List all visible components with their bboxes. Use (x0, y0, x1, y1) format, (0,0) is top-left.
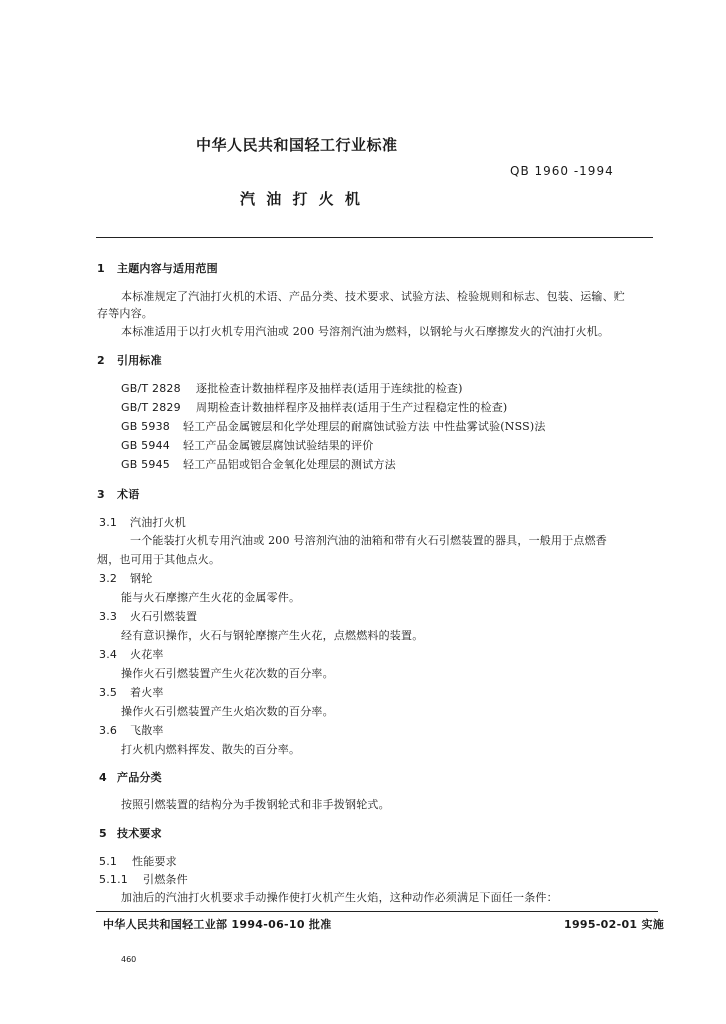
ref-code: GB/T 2829 (121, 401, 181, 414)
term-definition: 操作火石引燃装置产生火焰次数的百分率。 (121, 705, 334, 718)
org-title: 中华人民共和国轻工行业标准 (196, 136, 398, 154)
subsection-5-1-number: 5.1 (99, 855, 118, 868)
ref-code: GB 5944 (121, 439, 170, 452)
term-number: 3.2 (99, 572, 118, 585)
ref-code: GB 5945 (121, 458, 170, 471)
term-name: 着火率 (130, 686, 164, 699)
section-1-para-1b: 存等内容。 (97, 307, 153, 320)
ref-title: 逐批检查计数抽样程序及抽样表(适用于连续批的检查) (196, 382, 463, 395)
term-name: 飞散率 (130, 724, 164, 737)
subsection-5-1-heading: 性能要求 (132, 855, 177, 868)
term-definition: 一个能装打火机专用汽油或 200 号溶剂汽油的油箱和带有火石引燃装置的器具，一般用于点燃香 (130, 534, 607, 547)
subsection-5-1-1-number: 5.1.1 (99, 873, 128, 886)
ref-title: 轻工产品金属镀层腐蚀试验结果的评价 (183, 439, 374, 452)
ref-title: 轻工产品金属镀层和化学处理层的耐腐蚀试验方法 中性盐雾试验(NSS)法 (183, 420, 546, 433)
term-number: 3.4 (99, 648, 118, 661)
section-2-number: 2 (97, 354, 105, 367)
section-3-number: 3 (97, 488, 105, 501)
standard-code: QB 1960 -1994 (510, 164, 614, 178)
section-5-heading: 技术要求 (117, 827, 162, 840)
ref-title: 轻工产品铝或铝合金氧化处理层的测试方法 (183, 458, 396, 471)
term-definition: 经有意识操作，火石与钢轮摩擦产生火花，点燃燃料的装置。 (121, 629, 424, 642)
term-name: 汽油打火机 (130, 516, 186, 529)
subsection-5-1-1-heading: 引燃条件 (143, 873, 188, 886)
section-1-number: 1 (97, 262, 105, 275)
section-4-number: 4 (99, 771, 107, 784)
term-definition: 能与火石摩擦产生火花的金属零件。 (121, 591, 301, 604)
top-rule (96, 237, 653, 238)
term-number: 3.5 (99, 686, 118, 699)
ref-code: GB/T 2828 (121, 382, 181, 395)
document-title: 汽 油 打 火 机 (240, 190, 363, 208)
term-name: 钢轮 (130, 572, 153, 585)
section-5-number: 5 (99, 827, 107, 840)
term-number: 3.6 (99, 724, 118, 737)
section-1-heading: 主题内容与适用范围 (117, 262, 218, 275)
term-number: 3.1 (99, 516, 118, 529)
section-4-para: 按照引燃装置的结构分为手拨钢轮式和非手拨钢轮式。 (121, 798, 390, 811)
section-1-para-1a: 本标准规定了汽油打火机的术语、产品分类、技术要求、试验方法、检验规则和标志、包装、运输、贮 (121, 290, 625, 303)
section-1-para-2: 本标准适用于以打火机专用汽油或 200 号溶剂汽油为燃料，以钢轮与火石摩擦发火的汽油打火机。 (121, 325, 610, 338)
section-4-heading: 产品分类 (117, 771, 162, 784)
term-name: 火花率 (130, 648, 164, 661)
term-name: 火石引燃装置 (130, 610, 198, 623)
page-number: 460 (121, 955, 137, 964)
section-5-para: 加油后的汽油打火机要求手动操作使打火机产生火焰，这种动作必须满足下面任一条件： (121, 891, 558, 904)
term-number: 3.3 (99, 610, 118, 623)
bottom-rule (96, 911, 658, 912)
term-definition: 操作火石引燃装置产生火花次数的百分率。 (121, 667, 334, 680)
section-2-heading: 引用标准 (117, 354, 162, 367)
term-definition: 打火机内燃料挥发、散失的百分率。 (121, 743, 301, 756)
ref-code: GB 5938 (121, 420, 170, 433)
term-definition: 烟，也可用于其他点火。 (97, 553, 221, 566)
issuer-line: 中华人民共和国轻工业部 1994-06-10 批准 (103, 918, 332, 931)
ref-title: 周期检查计数抽样程序及抽样表(适用于生产过程稳定性的检查) (196, 401, 508, 414)
section-3-heading: 术语 (117, 488, 140, 501)
effective-date: 1995-02-01 实施 (564, 918, 665, 931)
